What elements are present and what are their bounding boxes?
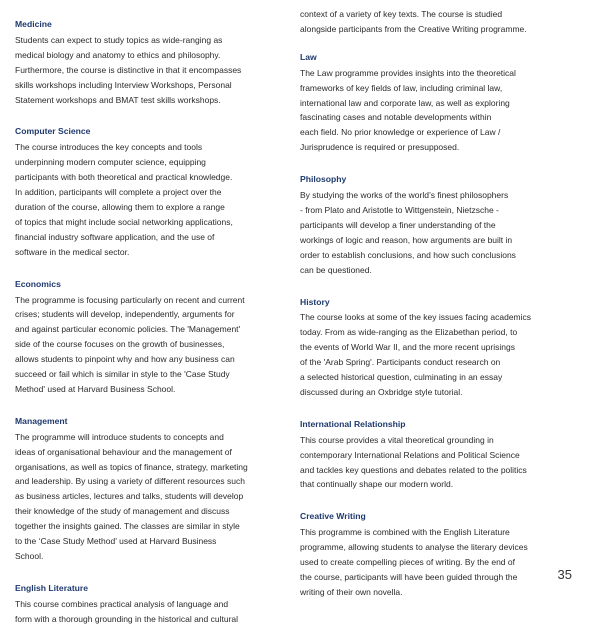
course-section-international-relationship	[300, 417, 570, 493]
course-section-history	[300, 295, 570, 400]
section-body: The course introduces the key concepts and tools underpinning modern computer science, equipping participants with both theoretical and practical knowledge. In addition, participants will complete a project over the duration of the course, allowing them to explore a range of topics that might include social networking applications, financial industry software application, and the use of software in the medical sector.	[15, 142, 233, 257]
section-title: Computer Science	[15, 126, 91, 137]
course-section-philosophy	[300, 172, 570, 277]
section-title: International Relationship	[300, 418, 406, 429]
section-body: The programme will introduce students to concepts and ideas of organisational behaviour and the management of organisations, as well as topics of finance, strategy, marketing and leadership. By using a variety of different resources such as business articles, lectures and talks, students will develop their knowledge of the study of management and discuss together the insights gained. The classes are similar in style to the ‘Case Study Method’ used at Harvard Business School.	[15, 431, 248, 561]
section-body: The programme is focusing particularly on recent and current crises; students will develop, independently, arguments for and against particular economic policies. The 'Management' side of the course focuses on the growth of businesses, allows students to pinpoint why and how any business can succeed or fail which is similar in style to the 'Case Study Method' used at Harvard Business School.	[15, 294, 245, 394]
section-title: Economics	[15, 278, 61, 289]
course-section-english-literature	[15, 581, 281, 627]
continued-text: context of a variety of key texts. The course is studied alongside participants from the Creative Writing programme.	[300, 9, 527, 34]
course-section-management	[15, 414, 281, 564]
section-body: Students can expect to study topics as wide-ranging as medical biology and anatomy to ethics and philosophy. Furthermore, the course is distinctive in that it encompasses skills workshops including Interview Workshops, Personal Statement workshops and BMAT test skills workshops.	[15, 34, 242, 105]
section-title: Philosophy	[300, 174, 347, 185]
course-section-law	[300, 50, 570, 155]
section-title: History	[300, 296, 330, 307]
section-body: This course provides a vital theoretical grounding in contemporary International Relations and Political Science and tackles key questions and debates related to the politics that continually shape our modern world.	[300, 434, 527, 490]
section-body: This programme is combined with the English Literature programme, allowing students to analyse the literary devices used to create compelling pieces of writing. By the end of the course, participants will have been guided through the writing of their own novella.	[300, 527, 528, 597]
page-number: 35	[557, 567, 572, 582]
course-section-economics	[15, 277, 281, 397]
section-title: English Literature	[15, 582, 89, 593]
left-column	[15, 17, 281, 644]
course-section-creative-writing	[300, 509, 570, 599]
section-body: The course looks at some of the key issues facing academics today. From as wide-ranging as the Elizabethan period, to the events of World War II, and the more recent uprisings of the 'Arab Spring'. Participants conduct research on a selected historical question, culminating in an essay discussed during an Oxbridge style tutorial.	[300, 312, 532, 397]
section-body: The Law programme provides insights into the theoretical frameworks of key fields of law, including criminal law, international law and corporate law, as well as exploring fascinating cases and notable developments within each field. No prior knowledge or experience of Law / Jurisprudence is required or presupposed.	[300, 67, 516, 153]
right-column	[300, 7, 570, 617]
course-section-medicine	[15, 17, 281, 107]
section-title: Creative Writing	[300, 511, 366, 522]
section-body: By studying the works of the world’s finest philosophers - from Plato and Aristotle to Wittgenstein, Nietzsche - participants will develop a finer understanding of the workings of logic and reason, how arguments are built in order to establish conclusions, and how such conclusions can be questioned.	[300, 190, 516, 275]
course-section-computer-science	[15, 124, 281, 259]
section-title: Law	[300, 51, 317, 62]
section-title: Management	[15, 415, 68, 426]
section-title: Medicine	[15, 19, 52, 29]
section-body: This course combines practical analysis of language and form with a thorough grounding in the historical and cultural	[15, 598, 239, 624]
